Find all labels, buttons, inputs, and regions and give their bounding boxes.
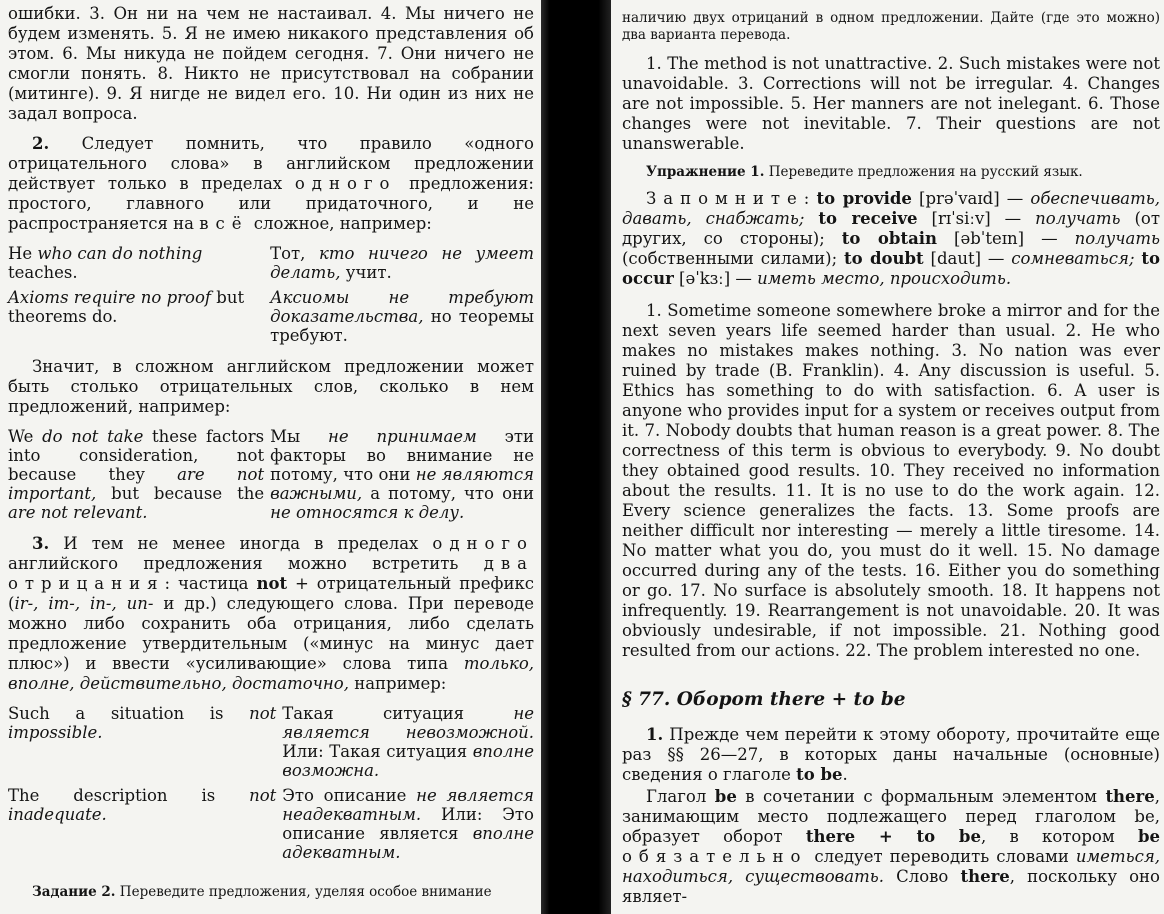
task-2-continuation: наличию двух отрицаний в одном предложении. Дайте (где это можно) два варианта перевода. <box>622 10 1160 43</box>
example-row <box>8 786 534 862</box>
example-en: The description is not inadequate. <box>8 786 277 824</box>
paragraph-section-2: Глагол be в сочетании с формальным элементом there, занимающим место подлежащего перед глаголом be, образует оборот there + to be, в котором be обязательно следует переводить словами иметься, находиться, существовать. Слово there, поскольку оно являет- <box>622 787 1160 906</box>
vocabulary-remember: Запомните: to provide [prəˈvaɪd] — обеспечивать, давать, снабжать; to receive [rɪˈsiːv] — получать (от других, со стороны); to obtain [əbˈteɪn] — получать (собственными силами); to doubt [daut] — сомневаться; to occur [əˈkɜː] — иметь место, происходить. <box>622 189 1161 288</box>
left-page <box>0 0 546 914</box>
example-ru: Такая ситуация не является невозможной. Или: Такая ситуация вполне возможна. <box>282 704 534 780</box>
example-ru: Мы не принимаем эти факторы во внимание не потому, что они не являются важными, а потому, что они не относятся к делу. <box>270 427 534 522</box>
paragraph-task1-end: ошибки. 3. Он ни на чем не настаивал. 4. Мы ничего не будем изменять. 5. Я не имею никакого представления об этом. 6. Мы никуда не пойдем сегодня. 7. Они ничего не смогли понять. 8. Никто не присутствовал на собрании (митинге). 9. Я нигде не видел его. 10. Ни один из них не задал вопроса. <box>8 4 534 123</box>
rule-number: 2. <box>32 134 50 153</box>
spaced-word: одного <box>294 174 397 193</box>
exercise-1-heading: Упражнение 1. Переведите предложения на русский язык. <box>646 164 1083 180</box>
spaced-word: всё <box>199 214 249 233</box>
text: Следует помнить, что правило «одного отрицательного слова» в английском предложении действует только в пределах <box>8 134 534 193</box>
example-en: Such a situation is not impossible. <box>8 704 277 742</box>
example-row <box>8 427 534 522</box>
example-ru: Это описание не является неадекватным. Или: Это описание является вполне адекватным. <box>282 786 534 862</box>
text: сложное, например: <box>248 214 432 233</box>
paragraph-meaning: Значит, в сложном английском предложении может быть столько отрицательных слов, сколько в нем предложений, например: <box>8 357 534 416</box>
example-en: Axioms require no proof but theorems do. <box>8 288 245 326</box>
paragraph-rule-3: 3. И тем не менее иногда в пределах одного английского предложения можно встретить два отрицания: частица not + отрицательный префикс (ir-, im-, in-, un- и др.) следующего слова. При переводе можно либо сохранить оба отрицания, либо сделать предложение утвердительным («минус на минус дает плюс») и ввести «усиливающие» слова типа только, вполне, действительно, достаточно, например: <box>8 534 535 693</box>
paragraph-rule-2 <box>8 134 534 234</box>
book-gutter-shadow <box>541 0 611 914</box>
task-2-heading: Задание 2. Переведите предложения, уделяя особое внимание <box>32 884 492 900</box>
right-page <box>612 0 1164 914</box>
example-row <box>8 288 534 345</box>
example-en: We do not take these factors into consideration, not because they are not important, but because the are not relevant. <box>8 427 265 522</box>
text: предложения: простого, главного или придаточного, и не распространяется на <box>8 174 534 233</box>
paragraph-exercise-sentences-b: 1. Sometime someone somewhere broke a mirror and for the next seven years life seemed harder than usual. 2. He who makes no mistakes makes nothing. 3. No nation was ever ruined by trade (B. Franklin). 4. Any discussion is useful. 5. Ethics has something to do with satisfaction. 6. A user is anyone who provides input for a system or receives output from it. 7. Nobody doubts that human reason is a great power. 8. The correctness of this term is obvious to everybody. 9. No doubt they obtained good results. 10. They received no information about the results. 11. It is no use to do the work again. 12. Every science generalizes the facts. 13. Some proofs are neither difficult nor interesting — merely a little tiresome. 14. No matter what you do, you must do it well. 15. No damage occurred during any of the tests. 16. Either you do something or go. 17. No surface is absolutely smooth. 18. It happens not infrequently. 19. Rearrangement is not unavoidable. 20. It was obviously undesirable, if not impossible. 21. Nothing good resulted from our actions. 22. The problem interested no one. <box>622 301 1160 660</box>
example-ru: Аксиомы не требуют доказательства, но теоремы требуют. <box>270 288 534 345</box>
paragraph-exercise-sentences-a: 1. The method is not unattractive. 2. Such mistakes were not unavoidable. 3. Corrections will not be irregular. 4. Changes are not impossible. 5. Her manners are not inelegant. 6. Those changes were not inevitable. 7. Their questions are not unanswerable. <box>622 54 1160 153</box>
example-ru: Тот, кто ничего не умеет делать, учит. <box>270 244 534 282</box>
paragraph-section-1: 1. Прежде чем перейти к этому обороту, прочитайте еще раз §§ 26—27, в которых даны начальные (основные) сведения о глаголе to be. <box>622 725 1160 784</box>
example-en: He who can do nothing teaches. <box>8 244 203 282</box>
example-row <box>8 244 534 282</box>
example-row <box>8 704 534 780</box>
section-heading: § 77. Оборот there + to be <box>622 689 906 710</box>
